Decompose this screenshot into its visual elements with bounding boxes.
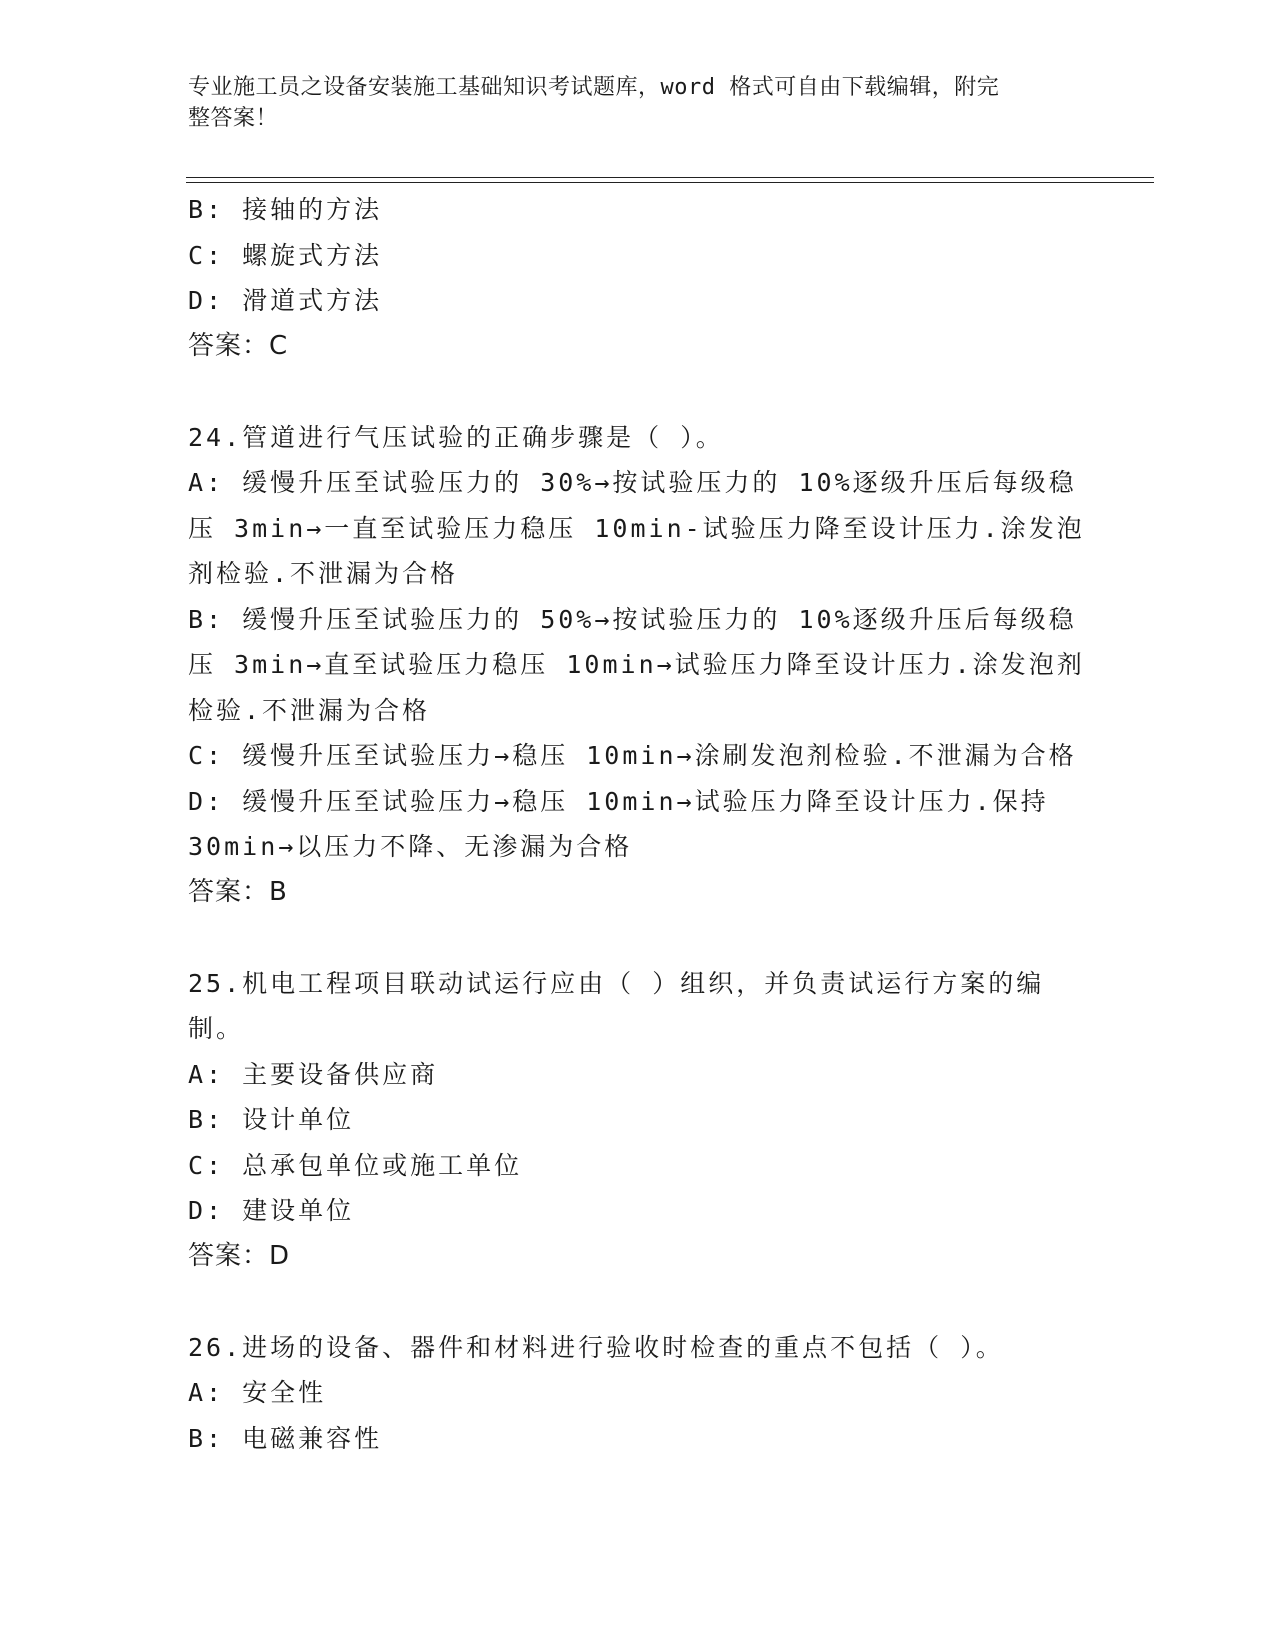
spacer (188, 1279, 1088, 1325)
q24-answer: 答案：B (188, 876, 288, 907)
header-divider-bottom (186, 182, 1154, 183)
q24-option-a-line-2: 压 3min→一直至试验压力稳压 10min-试验压力降至设计压力.涂发泡 (188, 513, 1085, 543)
q24-option-d-line-2: 30min→以压力不降、无渗漏为合格 (188, 832, 633, 861)
document-header (188, 72, 1068, 134)
q26-option-b: B: 电磁兼容性 (188, 1423, 383, 1453)
q26-stem: 26.进场的设备、器件和材料进行验收时检查的重点不包括（ ）。 (188, 1332, 1004, 1362)
q25-option-b: B: 设计单位 (188, 1105, 355, 1134)
spacer (188, 369, 1088, 415)
question-24 (188, 415, 1088, 916)
q24-option-b-line-1: B: 缓慢升压至试验压力的 50%→按试验压力的 10%逐级升压后每级稳 (188, 604, 1077, 634)
question-25 (188, 961, 1088, 1280)
q24-stem: 24.管道进行气压试验的正确步骤是（ ）。 (188, 422, 724, 452)
q23-option-b: B: 接轴的方法 (188, 195, 383, 224)
spacer (188, 915, 1088, 961)
q23-answer: 答案：C (188, 330, 289, 361)
q25-option-a: A: 主要设备供应商 (188, 1059, 439, 1089)
q25-stem-line-1: 25.机电工程项目联动试运行应由（ ）组织，并负责试运行方案的编 (188, 968, 1045, 998)
q23-option-c: C: 螺旋式方法 (188, 240, 383, 270)
q25-answer: 答案：D (188, 1240, 291, 1271)
q24-option-d-line-1: D: 缓慢升压至试验压力→稳压 10min→试验压力降至设计压力.保持 (188, 786, 1049, 816)
q24-option-a-line-1: A: 缓慢升压至试验压力的 30%→按试验压力的 10%逐级升压后每级稳 (188, 468, 1077, 497)
q25-option-c: C: 总承包单位或施工单位 (188, 1150, 523, 1180)
question-26 (188, 1325, 1088, 1462)
q24-option-a-line-3: 剂检验.不泄漏为合格 (188, 559, 459, 588)
header-line-2: 整答案！ (188, 106, 279, 131)
q25-stem-line-2: 制。 (188, 1014, 245, 1043)
q24-option-b-line-3: 检验.不泄漏为合格 (188, 695, 431, 725)
q24-option-b-line-2: 压 3min→直至试验压力稳压 10min→试验压力降至设计压力.涂发泡剂 (188, 650, 1085, 679)
q24-option-c: C: 缓慢升压至试验压力→稳压 10min→涂刷发泡剂检验.不泄漏为合格 (188, 741, 1077, 770)
q23-option-d: D: 滑道式方法 (188, 286, 383, 315)
question-23 (188, 187, 1088, 369)
header-divider-top (186, 177, 1154, 178)
q25-option-d: D: 建设单位 (188, 1196, 355, 1225)
q26-option-a: A: 安全性 (188, 1378, 327, 1407)
header-line-1: 专业施工员之设备安装施工基础知识考试题库，word 格式可自由下载编辑，附完 (188, 75, 1000, 100)
document-body (188, 187, 1088, 1461)
